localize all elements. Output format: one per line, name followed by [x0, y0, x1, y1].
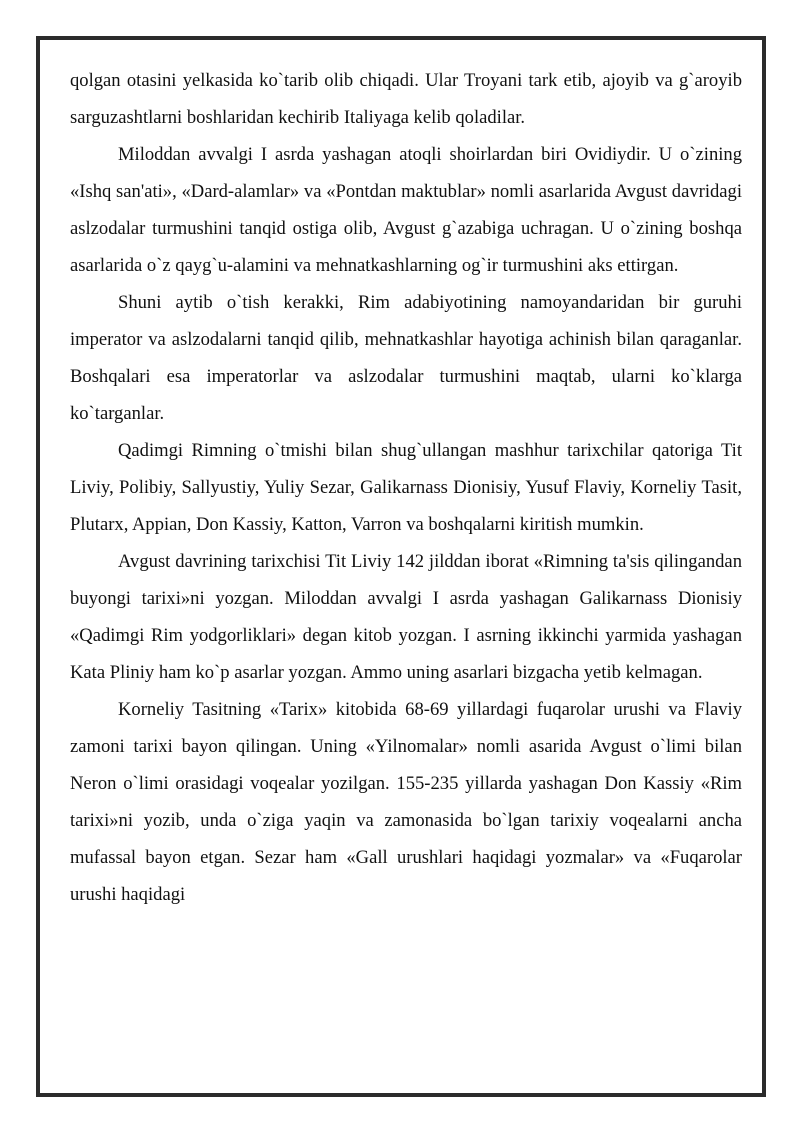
- document-body: [70, 62, 742, 913]
- paragraph-continuation: qolgan otasini yelkasida ko`tarib olib chiqadi. Ular Troyani tark etib, ajoyib va g`aroyib sarguzashtlarni boshlaridan kechirib Italiyaga kelib qoladilar.: [70, 70, 742, 128]
- paragraph-rim-adabiyoti: Shuni aytib o`tish kerakki, Rim adabiyotining namoyandaridan bir guruhi imperator va aslzodalarni tanqid qilib, mehnatkashlar hayotiga achinish bilan qaraganlar. Boshqalari esa imperatorlar va aslzodalar turmushini maqtab, ularni ko`klarga ko`targanlar.: [70, 292, 742, 424]
- page-border: [36, 36, 766, 1097]
- paragraph-tarixchilar: Qadimgi Rimning o`tmishi bilan shug`ullangan mashhur tarixchilar qatoriga Tit Liviy, Polibiy, Sallyustiy, Yuliy Sezar, Galikarnass Dionisiy, Yusuf Flaviy, Korneliy Tasit, Plutarx, Appian, Don Kassiy, Katton, Varron va boshqalarni kiritish mumkin.: [70, 440, 742, 535]
- paragraph-tit-liviy: Avgust davrining tarixchisi Tit Liviy 142 jilddan iborat «Rimning ta'sis qilingandan buyongi tarixi»ni yozgan. Miloddan avvalgi I asrda yashagan Galikarnass Dionisiy «Qadimgi Rim yodgorliklari» degan kitob yozgan. I asrning ikkinchi yarmida yashagan Kata Pliniy ham ko`p asarlar yozgan. Ammo uning asarlari bizgacha yetib kelmagan.: [70, 551, 742, 683]
- paragraph-korneliy-tasit: Korneliy Tasitning «Tarix» kitobida 68-69 yillardagi fuqarolar urushi va Flaviy zamoni tarixi bayon qilingan. Uning «Yilnomalar» nomli asarida Avgust o`limi bilan Neron o`limi orasidagi voqealar yozilgan. 155-235 yillarda yashagan Don Kassiy «Rim tarixi»ni yozib, unda o`ziga yaqin va zamonasida bo`lgan tarixiy voqealarni ancha mufassal bayon etgan. Sezar ham «Gall urushlari haqidagi yozmalar» va «Fuqarolar urushi haqidagi: [70, 699, 742, 905]
- paragraph-ovidiy: Miloddan avvalgi I asrda yashagan atoqli shoirlardan biri Ovidiydir. U o`zining «Ishq san'ati», «Dard-alamlar» va «Pontdan maktublar» nomli asarlarida Avgust davridagi aslzodalar turmushini tanqid ostiga olib, Avgust g`azabiga uchragan. U o`zining boshqa asarlarida o`z qayg`u-alamini va mehnatkashlarning og`ir turmushini aks ettirgan.: [70, 144, 742, 276]
